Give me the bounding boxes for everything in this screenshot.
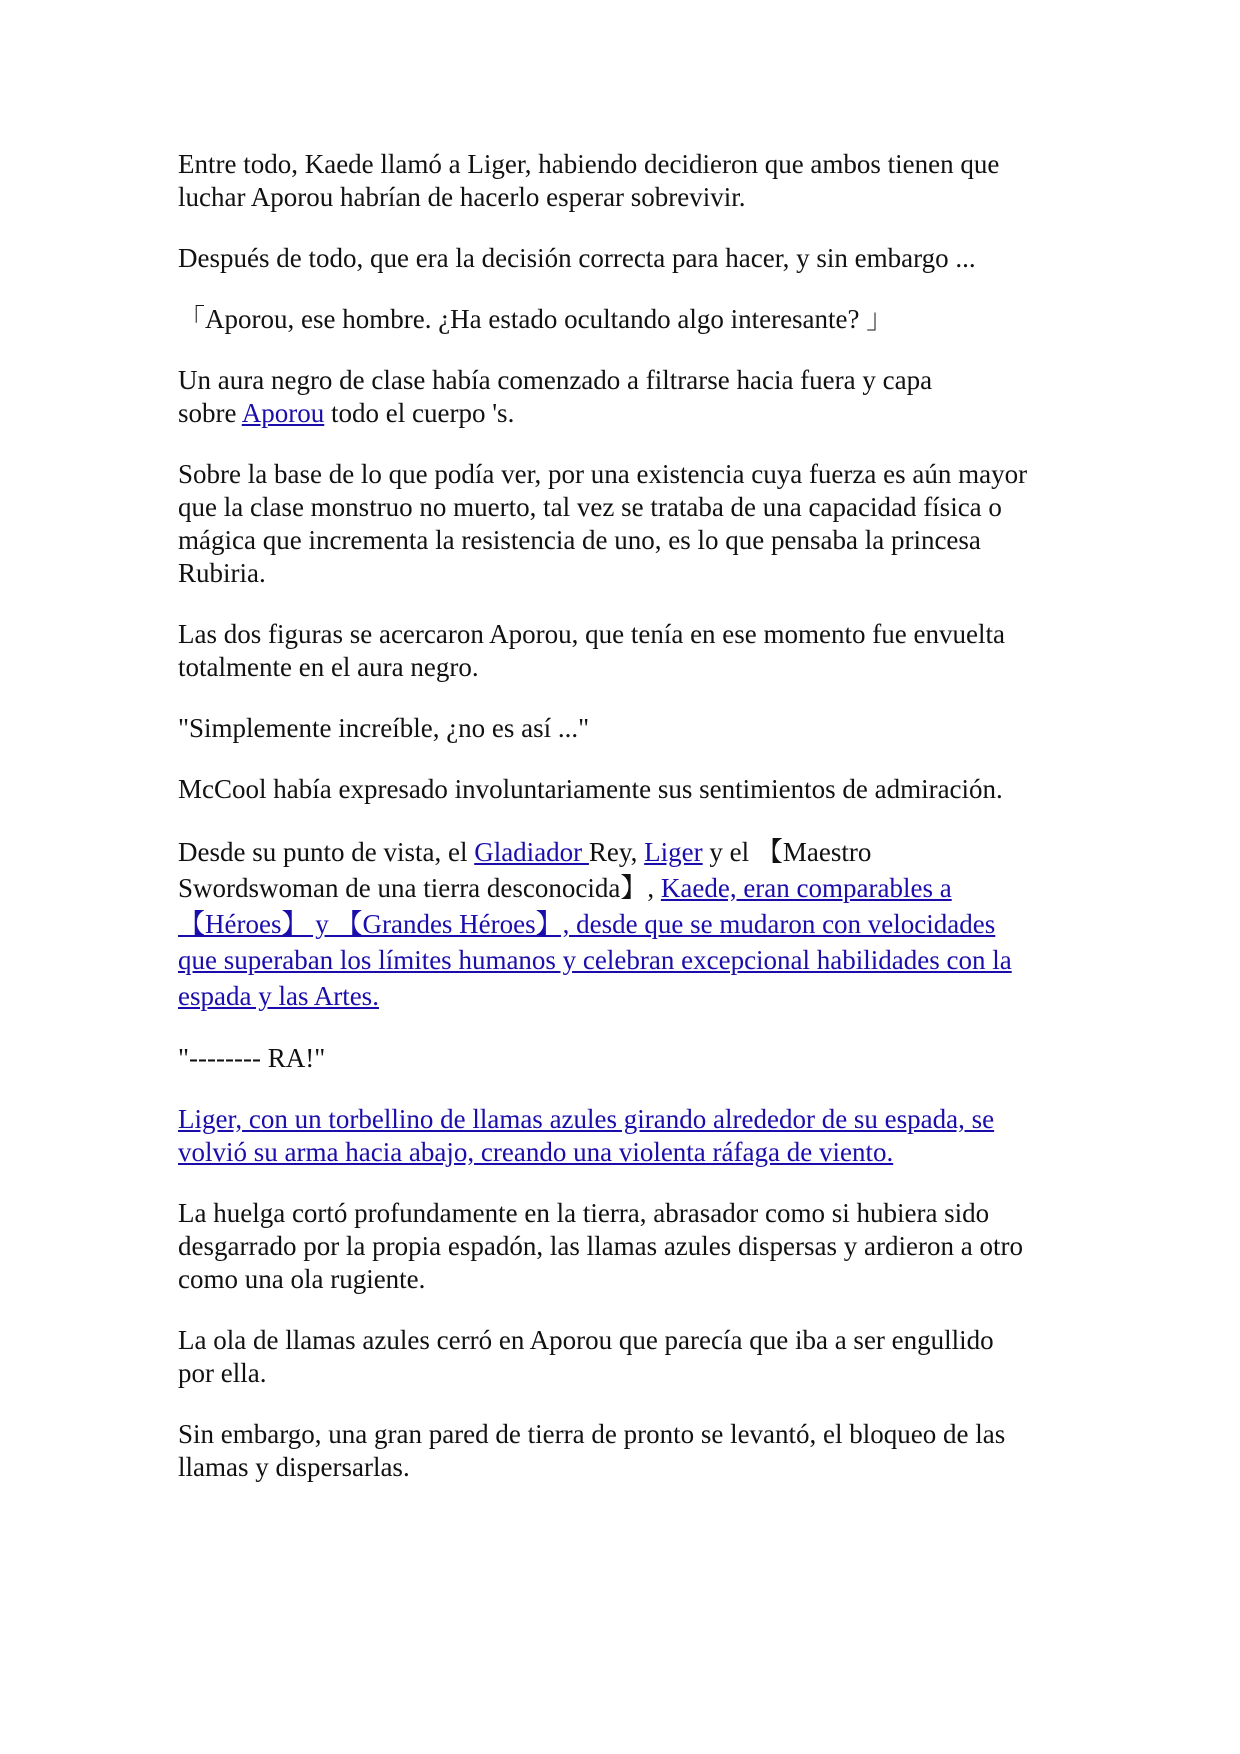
paragraph-text: "Simplemente increíble, ¿no es así ..." <box>178 713 590 743</box>
paragraph-text: Entre todo, Kaede llamó a Liger, habiendo decidieron que ambos tienen que luchar Aporou habrían de hacerlo esperar sobrevivir. <box>178 149 1000 212</box>
paragraph-text: La ola de llamas azules cerró en Aporou que parecía que iba a ser engullido por ella. <box>178 1325 994 1388</box>
paragraph-text: McCool había expresado involuntariamente sus sentimientos de admiración. <box>178 774 1003 804</box>
paragraph <box>178 1197 1078 1296</box>
paragraph <box>178 712 1078 745</box>
paragraph <box>178 242 1078 275</box>
paragraph <box>178 773 1078 806</box>
paragraph-text: Sobre la base de lo que podía ver, por una existencia cuya fuerza es aún mayor que la clase monstruo no muerto, tal vez se trataba de una capacidad física o mágica que incrementa la resistencia de uno, es lo que pensaba la princesa Rubiria. <box>178 459 1028 588</box>
document-page <box>178 148 1078 1512</box>
hyperlink[interactable]: Gladiador <box>474 837 589 867</box>
paragraph <box>178 1324 1078 1390</box>
paragraph-text: "-------- RA!" <box>178 1043 326 1073</box>
paragraph <box>178 364 1078 430</box>
paragraph-text: Las dos figuras se acercaron Aporou, que tenía en ese momento fue envuelta totalmente en el aura negro. <box>178 619 1005 682</box>
paragraph <box>178 458 1078 590</box>
paragraph-text: Un aura negro de clase había comenzado a filtrarse hacia fuera y capa sobre <box>178 365 933 428</box>
paragraph <box>178 834 1078 1014</box>
paragraph-text: 「Aporou, ese hombre. ¿Ha estado ocultando algo interesante? 」 <box>178 304 894 334</box>
paragraph-text: Sin embargo, una gran pared de tierra de pronto se levantó, el bloqueo de las llamas y dispersarlas. <box>178 1419 1006 1482</box>
paragraph-text: y el 【Maestro Swordswoman de una tierra desconocida】, <box>178 837 872 903</box>
paragraph-text: Desde su punto de vista, el <box>178 837 475 867</box>
paragraph <box>178 618 1078 684</box>
paragraph-text: Después de todo, que era la decisión correcta para hacer, y sin embargo ... <box>178 243 976 273</box>
paragraph-text: La huelga cortó profundamente en la tierra, abrasador como si hubiera sido desgarrado por la propia espadón, las llamas azules dispersas y ardieron a otro como una ola rugiente. <box>178 1198 1023 1294</box>
paragraph <box>178 1103 1078 1169</box>
hyperlink[interactable]: Liger, con un torbellino de llamas azules girando alrededor de su espada, se volvió su arma hacia abajo, creando una violenta ráfaga de viento. <box>178 1104 995 1167</box>
paragraph <box>178 303 1078 336</box>
hyperlink[interactable]: Aporou <box>241 398 325 428</box>
paragraph <box>178 1418 1078 1484</box>
hyperlink[interactable]: Liger <box>644 837 703 867</box>
paragraph <box>178 1042 1078 1075</box>
paragraph <box>178 148 1078 214</box>
paragraph-text: todo el cuerpo 's. <box>324 398 515 428</box>
hyperlink[interactable]: Kaede, eran comparables a 【Héroes】 y 【Grandes Héroes】, desde que se mudaron con velocidades que superaban los límites humanos y celebran excepcional habilidades con la espada y las Artes. <box>178 873 1012 1011</box>
paragraph-text: Rey, <box>588 837 645 867</box>
